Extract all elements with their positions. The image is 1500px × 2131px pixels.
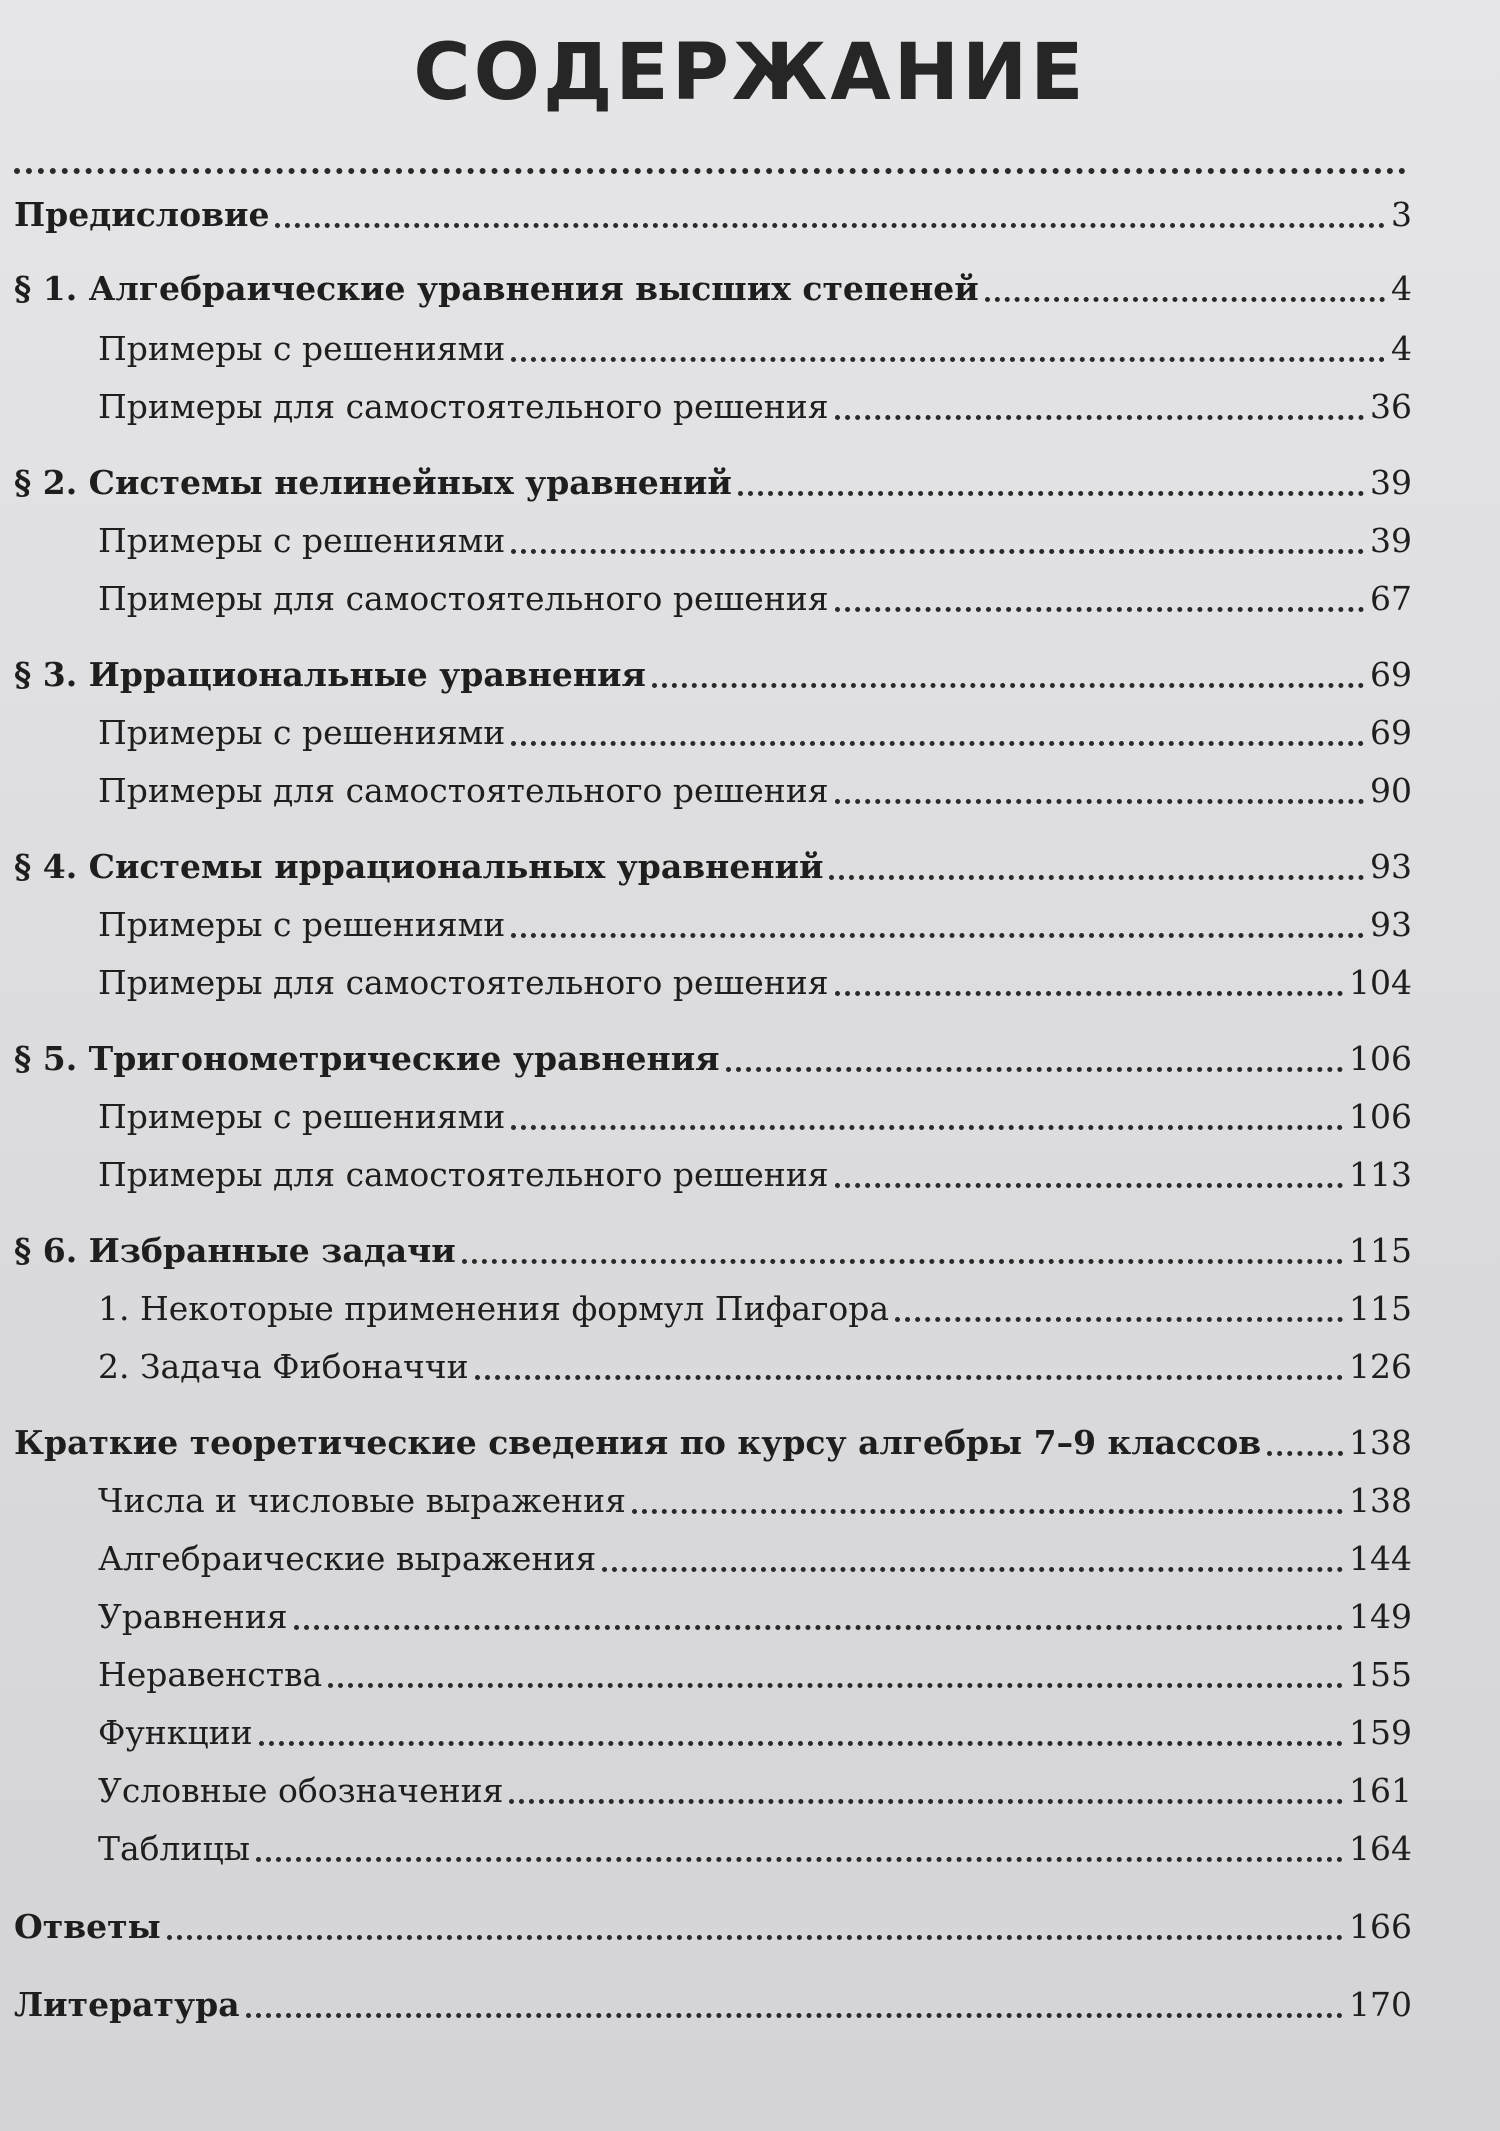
dot-leader (835, 1183, 1343, 1188)
toc-entry-page-number: 155 (1349, 1655, 1412, 1694)
dot-leader (632, 1509, 1343, 1514)
toc-entry-page-number: 93 (1370, 847, 1412, 886)
toc-entry (14, 1228, 1412, 1274)
dot-leader (328, 1683, 1343, 1688)
toc-entry (14, 1904, 1412, 1950)
toc-entry-label: Уравнения (98, 1597, 288, 1636)
dot-leader (738, 491, 1364, 496)
toc-entry-label: Примеры с решениями (98, 521, 506, 560)
dot-leader (835, 991, 1343, 996)
dot-leader (511, 1125, 1343, 1130)
toc-entry-page-number: 106 (1349, 1097, 1412, 1136)
toc-entry-page-number: 3 (1391, 195, 1412, 234)
toc-entry (14, 844, 1412, 890)
dot-leader (511, 357, 1385, 362)
toc-entry-label: Примеры для самостоятельного решения (98, 579, 829, 618)
toc-entry (14, 1982, 1412, 2028)
toc-entry-label: Краткие теоретические сведения по курсу алгебры 7–9 классов (14, 1423, 1262, 1462)
toc-entry-label: § 3. Иррациональные уравнения (14, 655, 646, 694)
toc-entry-label: Примеры для самостоятельного решения (98, 963, 829, 1002)
toc-entry (98, 902, 1412, 948)
toc-entry-label: Примеры для самостоятельного решения (98, 1155, 829, 1194)
dot-leader (275, 223, 1385, 228)
toc-entry (98, 1478, 1412, 1524)
toc-entry-page-number: 4 (1391, 269, 1412, 308)
toc-entry-label: Алгебраические выражения (98, 1539, 597, 1578)
toc-entry (98, 576, 1412, 622)
dot-leader (835, 799, 1364, 804)
toc-entry-label: § 4. Системы иррациональных уравнений (14, 847, 824, 886)
dot-leader (256, 1857, 1343, 1862)
dot-leader (167, 1935, 1343, 1940)
toc-entry (98, 1344, 1412, 1390)
toc-entry-label: Ответы (14, 1907, 161, 1946)
toc-entry-label: Неравенства (98, 1655, 323, 1694)
toc-entry (98, 518, 1412, 564)
dot-leader (726, 1067, 1343, 1072)
toc-entry (98, 1652, 1412, 1698)
toc-entry (14, 266, 1412, 312)
dot-leader (835, 607, 1364, 612)
toc-entry-label: Условные обозначения (98, 1771, 504, 1810)
dot-leader (511, 741, 1364, 746)
toc-entry-page-number: 149 (1349, 1597, 1412, 1636)
toc-entry-label: Примеры для самостоятельного решения (98, 387, 829, 426)
dot-leader (829, 875, 1364, 880)
toc-entry-page-number: 126 (1349, 1347, 1412, 1386)
dot-leader (475, 1375, 1343, 1380)
toc-entry-label: § 6. Избранные задачи (14, 1231, 456, 1270)
toc-entry-page-number: 39 (1370, 521, 1412, 560)
toc-entry (14, 652, 1412, 698)
toc-entry (98, 768, 1412, 814)
toc-entry-page-number: 164 (1349, 1829, 1412, 1868)
dot-leader (1267, 1451, 1343, 1456)
toc-entry-page-number: 159 (1349, 1713, 1412, 1752)
toc-entry-label: Числа и числовые выражения (98, 1481, 626, 1520)
toc-entry-page-number: 4 (1391, 329, 1412, 368)
toc-entry-page-number: 104 (1349, 963, 1412, 1002)
toc-entry-page-number: 115 (1349, 1231, 1412, 1270)
toc-entry (98, 384, 1412, 430)
dot-leader (895, 1317, 1343, 1322)
toc-entry (98, 1826, 1412, 1872)
toc-entry-page-number: 113 (1349, 1155, 1412, 1194)
toc-entry-page-number: 166 (1349, 1907, 1412, 1946)
dot-leader (294, 1625, 1343, 1630)
page-title: СОДЕРЖАНИЕ (413, 28, 1087, 118)
dot-leader (246, 2013, 1343, 2018)
toc-entry-label: Таблицы (98, 1829, 250, 1868)
toc-entry (98, 1768, 1412, 1814)
toc-entry-page-number: 106 (1349, 1039, 1412, 1078)
toc-entry-label: 1. Некоторые применения формул Пифагора (98, 1289, 890, 1328)
toc-entry (98, 960, 1412, 1006)
toc-entry (98, 1152, 1412, 1198)
toc-entry-page-number: 115 (1349, 1289, 1412, 1328)
toc-entry-page-number: 161 (1349, 1771, 1412, 1810)
toc-entry (98, 326, 1412, 372)
toc-entry-label: 2. Задача Фибоначчи (98, 1347, 469, 1386)
toc-entry-page-number: 69 (1370, 713, 1412, 752)
dot-leader (462, 1259, 1343, 1264)
toc-entry-page-number: 90 (1370, 771, 1412, 810)
toc-entry-label: Литература (14, 1985, 240, 2024)
toc-entry-page-number: 69 (1370, 655, 1412, 694)
toc-entry (14, 1036, 1412, 1082)
toc-entry-page-number: 170 (1349, 1985, 1412, 2024)
toc-entry-page-number: 138 (1349, 1423, 1412, 1462)
toc-entry (98, 710, 1412, 756)
toc-entry (98, 1094, 1412, 1140)
toc-entry-page-number: 144 (1349, 1539, 1412, 1578)
toc-entry (98, 1594, 1412, 1640)
toc-entry (14, 1420, 1412, 1466)
toc-entry (98, 1710, 1412, 1756)
toc-entry-label: Примеры с решениями (98, 905, 506, 944)
dot-leader (511, 549, 1364, 554)
toc-entry-label: Функции (98, 1713, 253, 1752)
dot-leader (835, 415, 1364, 420)
toc-entry-label: Примеры с решениями (98, 329, 506, 368)
toc-entry-page-number: 39 (1370, 463, 1412, 502)
toc-entry-label: § 2. Системы нелинейных уравнений (14, 463, 732, 502)
toc-entry-label: § 1. Алгебраические уравнения высших степеней (14, 269, 979, 308)
toc-entry-page-number: 138 (1349, 1481, 1412, 1520)
toc-entry-label: Примеры для самостоятельного решения (98, 771, 829, 810)
toc-entry-page-number: 93 (1370, 905, 1412, 944)
dot-leader (985, 297, 1385, 302)
dot-leader (259, 1741, 1343, 1746)
dot-leader (509, 1799, 1343, 1804)
dot-leader (511, 933, 1364, 938)
toc-entry (98, 1286, 1412, 1332)
dot-leader (652, 683, 1364, 688)
toc-entry-label: Предисловие (14, 195, 270, 234)
toc-entry-label: Примеры с решениями (98, 713, 506, 752)
toc-entry (14, 460, 1412, 506)
dot-leader (602, 1567, 1343, 1572)
toc-entry-label: Примеры с решениями (98, 1097, 506, 1136)
toc-entry-page-number: 67 (1370, 579, 1412, 618)
toc-entry-page-number: 36 (1370, 387, 1412, 426)
toc-entry (98, 1536, 1412, 1582)
toc-entry (14, 192, 1412, 238)
toc-entry-label: § 5. Тригонометрические уравнения (14, 1039, 720, 1078)
